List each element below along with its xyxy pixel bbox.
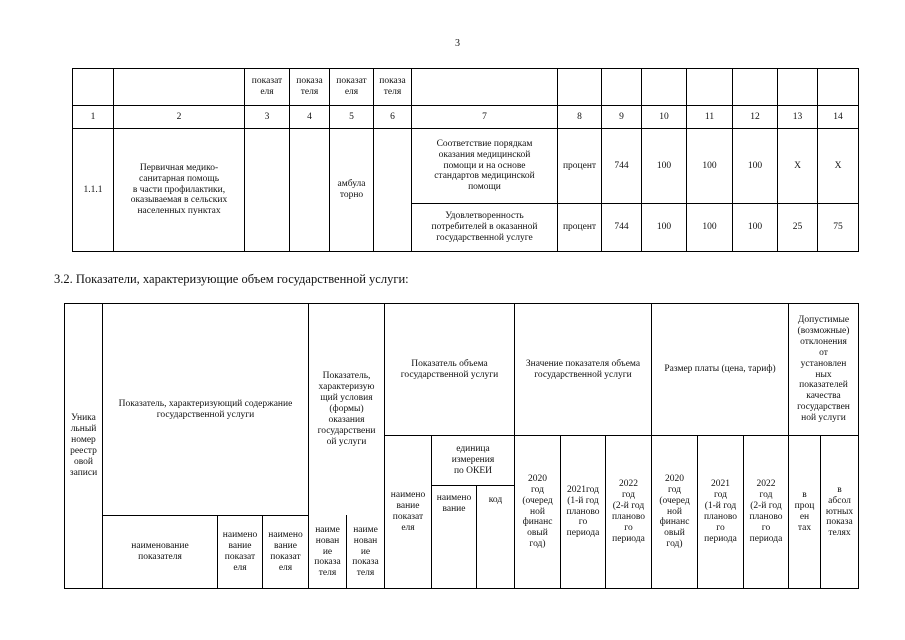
- condition-indicator-header: Показатель, характеризую щий условия (формы) оказания государствени ой услуги: [317, 371, 376, 447]
- volume-indicator-header: Показатель объема государственной услуги: [400, 358, 499, 380]
- indicator-value-2022: 100: [747, 222, 763, 233]
- indicator-name: Удовлетворенность потребителей в оказанной государственной услуге: [431, 211, 538, 243]
- content-indicator-header: Показатель, характеризующий содержание государственной услуги: [118, 398, 293, 420]
- col-number: 1: [90, 111, 96, 122]
- unit-code-header: код: [488, 494, 503, 505]
- header-cell-col6: показа теля: [379, 76, 406, 97]
- indicator-dev-pct: X: [794, 160, 801, 171]
- fee-header: Размер платы (цена, тариф): [664, 364, 776, 375]
- deviations-header: Допустимые (возможные) отклонения от установлен ных показателей качества государствен ной услуги: [797, 314, 850, 424]
- header-cell-col4: показа теля: [296, 76, 323, 97]
- indicator-name: Соответствие порядкам оказания медицинской помощи и на основе стандартов медицинской помощи: [434, 138, 535, 193]
- volume-value-header: Значение показателя объема государственной услуги: [525, 358, 641, 380]
- page-number: 3: [455, 38, 460, 49]
- indicator-value-2020: 100: [656, 160, 672, 171]
- col-number: 9: [619, 111, 624, 122]
- naim-col: наимено вание показат еля: [222, 530, 258, 573]
- service-condition: амбула торно: [337, 179, 366, 200]
- naim-pokaz-label: наименование показателя: [131, 541, 189, 562]
- indicator-unit: процент: [562, 160, 597, 171]
- value-2020-header: 2020 год (очеред ной финанс овый год): [522, 473, 553, 550]
- indicator-value-2020: 100: [656, 222, 672, 233]
- indicator-dev-abs: 75: [833, 222, 843, 233]
- col-number: 5: [349, 111, 354, 122]
- indicator-dev-pct: 25: [792, 222, 803, 233]
- unit-name-header: наимено вание: [436, 493, 472, 514]
- col-number: 4: [307, 111, 312, 122]
- value-2021-header: 2021год (1-й год планово го периода: [566, 484, 600, 539]
- indicator-value-2021: 100: [702, 160, 717, 171]
- fee-2022-header: 2022 год (2-й год планово го периода: [749, 479, 783, 544]
- row-code: 1.1.1: [83, 184, 103, 195]
- col-number: 7: [482, 111, 487, 122]
- indicator-dev-abs: X: [834, 160, 842, 171]
- col-number: 13: [792, 111, 803, 122]
- indicator-value-2022: 100: [747, 160, 763, 171]
- indicator-code: 744: [614, 160, 629, 171]
- indicator-unit: процент: [562, 222, 597, 233]
- header-cell-col3: показат еля: [251, 76, 283, 97]
- service-name: Первичная медико- санитарная помощь в части профилактики, оказываемая в сельских населенных пунктах: [130, 162, 228, 217]
- fee-2020-header: 2020 год (очеред ной финанс овый год): [659, 473, 690, 550]
- fee-2021-header: 2021 год (1-й год планово го периода: [703, 479, 738, 544]
- unit-okei-header: единица измерения по ОКЕИ: [451, 444, 495, 476]
- dev-abs-header: в абсол ютных показа телях: [825, 484, 854, 539]
- volume-naim-col: наимено вание показат еля: [390, 490, 426, 533]
- col-number: 11: [704, 111, 715, 122]
- col-number: 6: [390, 111, 395, 122]
- col-number: 14: [833, 111, 843, 122]
- naim-col: наиме нован ие показа теля: [352, 524, 379, 579]
- naim-col: наиме нован ие показа теля: [314, 524, 341, 579]
- naim-col: наимено вание показат еля: [268, 530, 303, 573]
- indicator-code: 744: [614, 222, 629, 233]
- dev-pct-header: в проц ен тах: [794, 490, 815, 533]
- col-number: 2: [176, 111, 182, 122]
- col-number: 8: [577, 111, 582, 122]
- col-number: 3: [264, 111, 270, 122]
- header-cell-col5: показат еля: [336, 76, 367, 97]
- indicator-value-2021: 100: [702, 222, 717, 233]
- value-2022-header: 2022 год (2-й год планово го периода: [611, 479, 646, 544]
- col-number: 12: [750, 111, 760, 122]
- section-heading: 3.2. Показатели, характеризующие объем государственной услуги:: [54, 272, 409, 286]
- col-number: 10: [659, 111, 669, 122]
- unique-number-header: Уника льный номер реестр овой записи: [69, 413, 98, 478]
